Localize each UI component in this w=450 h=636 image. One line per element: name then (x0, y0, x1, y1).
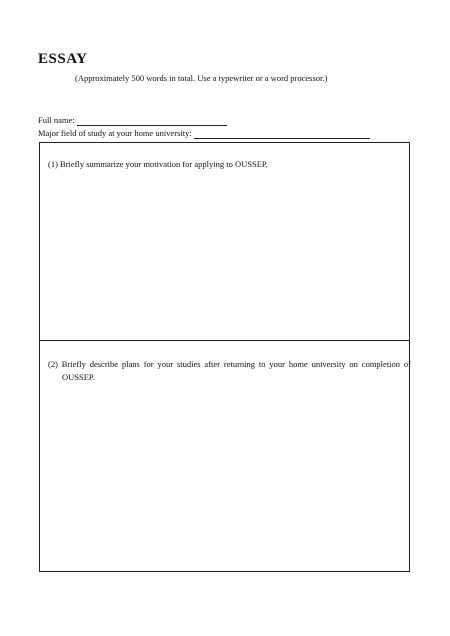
question-1-text: (1) Briefly summarize your motivation for applying to OUSSEP. (48, 159, 268, 169)
essay-title: ESSAY (38, 51, 88, 67)
major-field-row (38, 128, 370, 139)
major-field-label: Major field of study at your home university: (38, 128, 192, 138)
question-2-answer-area[interactable] (40, 341, 409, 571)
essay-answer-box (39, 142, 410, 572)
full-name-row (38, 115, 227, 126)
question-1-answer-area[interactable] (40, 143, 409, 341)
major-field-field[interactable] (194, 129, 370, 139)
full-name-field[interactable] (77, 116, 227, 126)
full-name-label: Full name: (38, 115, 75, 125)
essay-instructions: (Approximately 500 words in total. Use a typewriter or a word processor.) (75, 73, 328, 83)
question-2-text: (2) Briefly describe plans for your studies after returning to your home university on completion of OUSSEP. (48, 359, 411, 382)
